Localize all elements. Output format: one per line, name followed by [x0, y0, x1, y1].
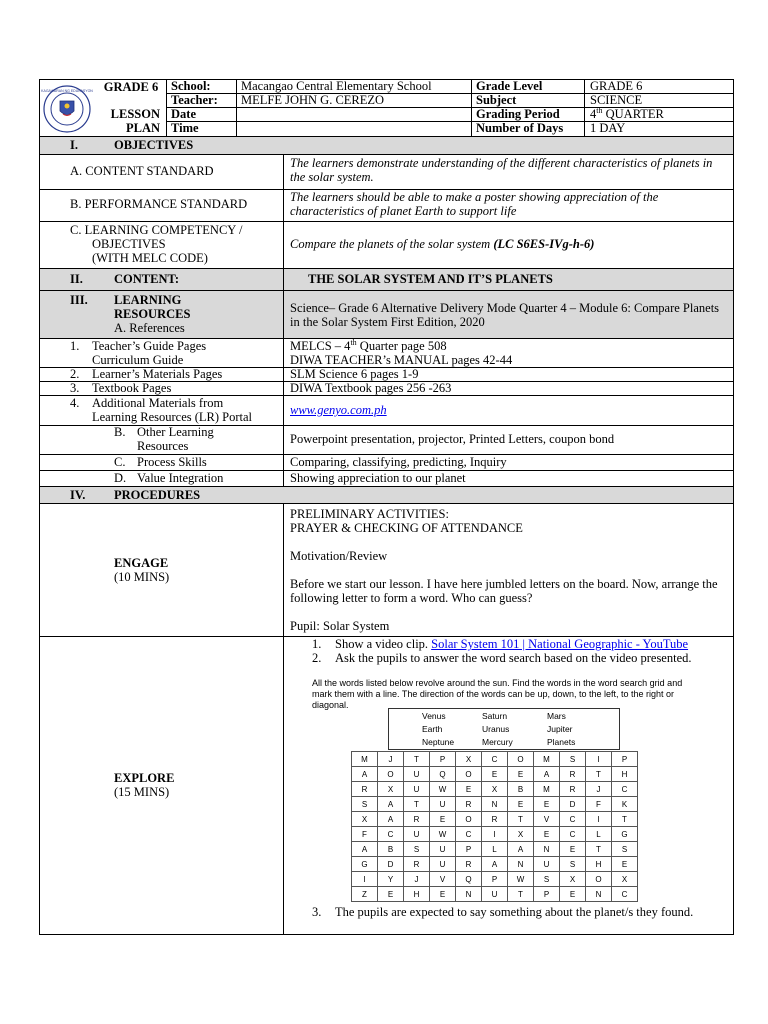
explore-title: EXPLORE — [114, 771, 175, 785]
word-search-cell: N — [508, 857, 534, 872]
word-search-cell: R — [456, 857, 482, 872]
word-search-cell: X — [560, 872, 586, 887]
other-key: B. — [114, 425, 126, 439]
school-label: School: — [171, 79, 211, 93]
word-saturn: Saturn — [482, 711, 508, 721]
word-search-row — [352, 767, 638, 782]
word-search-cell: T — [612, 812, 638, 827]
word-search-cell: U — [430, 857, 456, 872]
word-search-cell: R — [456, 797, 482, 812]
explore-step2-num: 2. — [312, 651, 322, 665]
word-search-row — [352, 782, 638, 797]
word-search-cell: T — [508, 887, 534, 902]
date-label: Date — [171, 107, 196, 121]
word-list-box — [388, 708, 620, 750]
word-search-cell: D — [378, 857, 404, 872]
word-search-cell: L — [482, 842, 508, 857]
word-search-cell: S — [612, 842, 638, 857]
word-search-cell: S — [560, 857, 586, 872]
word-search-cell: R — [404, 812, 430, 827]
word-search-cell: K — [612, 797, 638, 812]
word-search-cell: H — [612, 767, 638, 782]
word-search-cell: N — [534, 842, 560, 857]
tg-label-2: Curriculum Guide — [92, 353, 184, 367]
word-search-cell: Y — [378, 872, 404, 887]
word-search-cell: B — [508, 782, 534, 797]
process-value: Comparing, classifying, predicting, Inquiry — [290, 455, 507, 469]
word-search-cell: E — [612, 857, 638, 872]
engage-p2: PRAYER & CHECKING OF ATTENDANCE — [290, 521, 523, 535]
deped-seal-icon — [41, 84, 93, 134]
additional-label-2: Learning Resources (LR) Portal — [92, 410, 253, 424]
word-search-row — [352, 797, 638, 812]
word-search-cell: O — [508, 752, 534, 767]
grading-period-value: 4th QUARTER — [590, 105, 664, 121]
word-search-cell: M — [352, 752, 378, 767]
explore-step1-num: 1. — [312, 637, 322, 651]
word-search-cell: U — [404, 782, 430, 797]
word-search-cell: O — [456, 767, 482, 782]
word-search-cell: Q — [430, 767, 456, 782]
word-search-cell: A — [378, 797, 404, 812]
word-search-cell: R — [560, 767, 586, 782]
word-search-cell: I — [586, 752, 612, 767]
explore-step1: Show a video clip. Solar System 101 | National Geographic - YouTube — [335, 637, 689, 651]
tg-value-2: DIWA TEACHER’s MANUAL pages 42-44 — [290, 353, 513, 367]
school-value: Macangao Central Elementary School — [241, 79, 432, 93]
textbook-value: DIWA Textbook pages 256 -263 — [290, 381, 452, 395]
word-search-cell: U — [482, 887, 508, 902]
content-standard-key: A. CONTENT STANDARD — [70, 164, 214, 178]
word-search-cell: O — [586, 872, 612, 887]
word-search-row — [352, 827, 638, 842]
word-search-cell: T — [586, 842, 612, 857]
word-search-cell: O — [456, 812, 482, 827]
resources-title-2: RESOURCES — [114, 307, 191, 321]
word-search-cell: S — [560, 752, 586, 767]
word-search-row — [352, 842, 638, 857]
word-search-cell: W — [430, 827, 456, 842]
word-search-row — [352, 887, 638, 902]
genyo-link[interactable]: www.genyo.com.ph — [290, 403, 387, 417]
word-search-cell: D — [560, 797, 586, 812]
word-mars: Mars — [547, 711, 566, 721]
word-search-cell: S — [352, 797, 378, 812]
grade-label: GRADE 6 — [103, 80, 159, 94]
word-search-cell: C — [560, 812, 586, 827]
lm-label: Learner’s Materials Pages — [92, 367, 223, 381]
references-label: A. References — [114, 321, 185, 335]
word-search-cell: E — [560, 887, 586, 902]
procedures-title: PROCEDURES — [114, 488, 201, 502]
word-search-cell: N — [456, 887, 482, 902]
engage-p3: Motivation/Review — [290, 549, 388, 563]
value-value: Showing appreciation to our planet — [290, 471, 466, 485]
word-mercury: Mercury — [482, 737, 513, 747]
word-search-cell: F — [586, 797, 612, 812]
performance-standard-text: The learners should be able to make a poster showing appreciation of the characteristics of planet Earth to support life — [290, 190, 659, 218]
word-search-cell: H — [586, 857, 612, 872]
content-standard-text: The learners demonstrate understanding of the different characteristics of planets in the solar system. — [290, 156, 713, 184]
word-search-cell: C — [378, 827, 404, 842]
word-search-cell: R — [560, 782, 586, 797]
word-search-cell: E — [508, 767, 534, 782]
word-search-cell: P — [534, 887, 560, 902]
process-label: Process Skills — [137, 455, 207, 469]
word-earth: Earth — [422, 724, 443, 734]
other-label-2: Resources — [137, 439, 189, 453]
explore-step2: Ask the pupils to answer the word search based on the video presented. — [335, 651, 692, 665]
word-search-cell: E — [430, 812, 456, 827]
textbook-label: Textbook Pages — [92, 381, 172, 395]
word-search-cell: R — [352, 782, 378, 797]
word-search-cell: H — [404, 887, 430, 902]
word-search-cell: X — [508, 827, 534, 842]
learning-competency-key-2: OBJECTIVES — [92, 237, 166, 251]
word-search-cell: V — [534, 812, 560, 827]
teacher-label: Teacher: — [171, 93, 218, 107]
number-of-days-value: 1 DAY — [590, 121, 626, 135]
word-search-cell: P — [456, 842, 482, 857]
explore-step3-num: 3. — [312, 905, 322, 919]
word-search-cell: A — [508, 842, 534, 857]
word-search-cell: I — [352, 872, 378, 887]
word-search-cell: U — [404, 767, 430, 782]
word-search-cell: X — [482, 782, 508, 797]
lesson-label: LESSON — [110, 107, 160, 121]
word-search-cell: R — [404, 857, 430, 872]
content-value: THE SOLAR SYSTEM AND IT’S PLANETS — [308, 272, 553, 286]
word-jupiter: Jupiter — [547, 724, 573, 734]
word-search-cell: E — [560, 842, 586, 857]
word-neptune: Neptune — [422, 737, 455, 747]
engage-p5: Pupil: Solar System — [290, 619, 390, 633]
time-label: Time — [171, 121, 199, 135]
other-label-1: Other Learning — [137, 425, 214, 439]
word-search-cell: N — [586, 887, 612, 902]
word-search-cell: A — [534, 767, 560, 782]
word-search-cell: N — [482, 797, 508, 812]
tg-num: 1. — [70, 339, 80, 353]
objectives-num: I. — [70, 138, 78, 152]
subject-label: Subject — [476, 93, 517, 107]
word-search-cell: B — [378, 842, 404, 857]
word-search-cell: A — [378, 812, 404, 827]
word-search-cell: J — [404, 872, 430, 887]
word-search-cell: C — [560, 827, 586, 842]
additional-label-1: Additional Materials from — [92, 396, 224, 410]
word-search-cell: U — [430, 842, 456, 857]
subject-value: SCIENCE — [590, 93, 643, 107]
word-search-cell: E — [430, 887, 456, 902]
grade-level-label: Grade Level — [476, 79, 543, 93]
word-search-cell: E — [378, 887, 404, 902]
resources-title-1: LEARNING — [114, 293, 182, 307]
additional-num: 4. — [70, 396, 80, 410]
word-search-cell: O — [378, 767, 404, 782]
word-planets: Planets — [547, 737, 576, 747]
lm-num: 2. — [70, 367, 80, 381]
word-search-cell: X — [456, 752, 482, 767]
engage-p4: Before we start our lesson. I have here jumbled letters on the board. Now, arrange the following letter to form a word. Who can guess? — [290, 577, 718, 605]
word-search-cell: P — [430, 752, 456, 767]
explore-mins: (15 MINS) — [114, 785, 170, 799]
word-search-cell: X — [612, 872, 638, 887]
value-key: D. — [114, 471, 127, 485]
performance-standard-key: B. PERFORMANCE STANDARD — [70, 197, 248, 211]
learning-competency-text: Compare the planets of the solar system (LC S6ES-IVg-h-6) — [290, 237, 595, 251]
grading-period-label: Grading Period — [476, 107, 560, 121]
svg-text:KAGAWARAN NG EDUKASYON: KAGAWARAN NG EDUKASYON — [41, 89, 93, 93]
content-title: CONTENT: — [114, 272, 180, 286]
engage-title: ENGAGE — [114, 556, 169, 570]
process-key: C. — [114, 455, 126, 469]
word-search-cell: E — [456, 782, 482, 797]
word-search-cell: Q — [456, 872, 482, 887]
melc-code: (LC S6ES-IVg-h-6) — [493, 237, 595, 251]
word-search-cell: M — [534, 752, 560, 767]
references-text: Science– Grade 6 Alternative Delivery Mode Quarter 4 – Module 6: Compare Planets in the Solar System First Edition, 2020 — [290, 301, 720, 329]
objectives-title: OBJECTIVES — [114, 138, 194, 152]
word-search-cell: C — [456, 827, 482, 842]
word-search-row — [352, 857, 638, 872]
word-search-cell: P — [482, 872, 508, 887]
word-search-cell: G — [612, 827, 638, 842]
word-search-cell: E — [482, 767, 508, 782]
word-search-cell: X — [378, 782, 404, 797]
word-search-cell: G — [352, 857, 378, 872]
word-search-row — [352, 872, 638, 887]
tg-label-1: Teacher’s Guide Pages — [92, 339, 207, 353]
word-search-cell: C — [482, 752, 508, 767]
procedures-num: IV. — [70, 488, 86, 502]
word-search-cell: S — [404, 842, 430, 857]
resources-num: III. — [70, 293, 88, 307]
word-search-cell: L — [586, 827, 612, 842]
word-search-instructions: All the words listed below revolve around the sun. Find the words in the word search grid and mark them with a line. The direction of the words can be up, down, to the left, to the right or diagonal. — [312, 678, 683, 710]
word-search-cell: J — [586, 782, 612, 797]
value-label: Value Integration — [137, 471, 224, 485]
word-search-row — [352, 752, 638, 767]
teacher-value: MELFE JOHN G. CEREZO — [241, 93, 385, 107]
video-link[interactable]: Solar System 101 | National Geographic - YouTube — [431, 637, 689, 651]
word-search-cell: A — [482, 857, 508, 872]
word-search-cell: T — [404, 797, 430, 812]
tg-value-1: MELCS – 4th Quarter page 508 — [290, 337, 447, 353]
lm-value: SLM Science 6 pages 1-9 — [290, 367, 419, 381]
word-search-cell: A — [352, 842, 378, 857]
grade-level-value: GRADE 6 — [590, 79, 643, 93]
word-search-cell: X — [352, 812, 378, 827]
word-search-grid — [351, 751, 638, 902]
word-search-cell: U — [430, 797, 456, 812]
word-search-cell: I — [586, 812, 612, 827]
word-search-cell: C — [612, 782, 638, 797]
word-venus: Venus — [422, 711, 446, 721]
word-search-cell: U — [534, 857, 560, 872]
engage-mins: (10 MINS) — [114, 570, 170, 584]
word-search-cell: Z — [352, 887, 378, 902]
textbook-num: 3. — [70, 381, 80, 395]
content-num: II. — [70, 272, 83, 286]
engage-p1: PRELIMINARY ACTIVITIES: — [290, 507, 449, 521]
word-search-cell: M — [534, 782, 560, 797]
word-search-cell: W — [508, 872, 534, 887]
word-search-cell: E — [508, 797, 534, 812]
word-search-cell: V — [430, 872, 456, 887]
plan-label: PLAN — [125, 121, 160, 135]
word-search-cell: F — [352, 827, 378, 842]
learning-competency-key-3: (WITH MELC CODE) — [92, 251, 208, 265]
word-search-cell: R — [482, 812, 508, 827]
word-search-cell: J — [378, 752, 404, 767]
learning-competency-key-1: C. LEARNING COMPETENCY / — [70, 223, 243, 237]
other-value: Powerpoint presentation, projector, Printed Letters, coupon bond — [290, 432, 615, 446]
word-search-cell: A — [352, 767, 378, 782]
word-uranus: Uranus — [482, 724, 510, 734]
word-search-cell: U — [404, 827, 430, 842]
word-search-cell: W — [430, 782, 456, 797]
word-search-cell: T — [508, 812, 534, 827]
word-search-cell: E — [534, 827, 560, 842]
explore-step3: The pupils are expected to say something about the planet/s they found. — [335, 905, 694, 919]
word-search-cell: C — [612, 887, 638, 902]
word-search-cell: P — [612, 752, 638, 767]
number-of-days-label: Number of Days — [476, 121, 564, 135]
word-search-cell: I — [482, 827, 508, 842]
word-search-cell: T — [404, 752, 430, 767]
word-search-cell: T — [586, 767, 612, 782]
word-search-cell: S — [534, 872, 560, 887]
word-search-cell: E — [534, 797, 560, 812]
word-search-row — [352, 812, 638, 827]
